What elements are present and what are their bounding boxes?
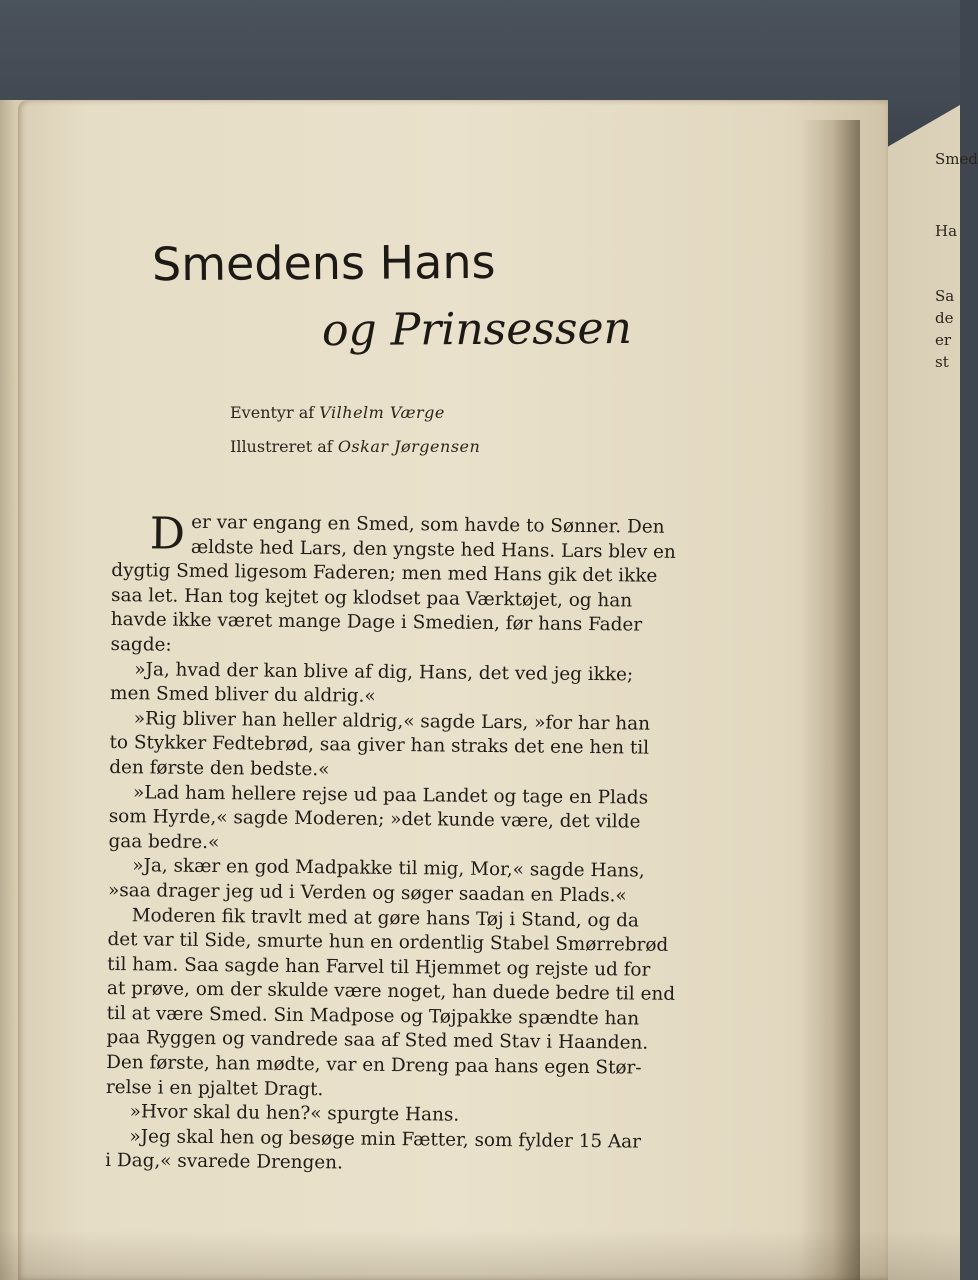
text-line: men Smed bliver du aldrig.« [109, 683, 376, 707]
text-line: det var til Side, smurte hun en ordentlig Stabel Smørrebrød [107, 929, 669, 956]
text-line: til at være Smed. Sin Madpose og Tøjpakke spændte han [106, 1002, 640, 1030]
text-line: »Ja, skær en god Madpakke til mig, Mor,« sagde Hans, [132, 855, 645, 882]
text-line: havde ikke været mange Dage i Smedien, før hans Fader [110, 609, 643, 636]
credit-label: Illustreret af [230, 437, 333, 456]
story-subtitle: og Prinsessen [321, 302, 633, 357]
author-credit [230, 403, 445, 422]
credit-label: Eventyr af [230, 403, 315, 422]
text-line: ældste hed Lars, den yngste hed Hans. Lars blev en [190, 536, 676, 563]
text-line: »Jeg skal hen og besøge min Fætter, som fylder 15 Aar [129, 1126, 642, 1153]
right-page-fragment: Ha [935, 222, 958, 240]
page-gutter-shadow [800, 120, 860, 1280]
text-line: »Hvor skal du hen?« spurgte Hans. [129, 1101, 460, 1126]
right-page-fragment: de [935, 309, 954, 327]
text-line: den første den bedste.« [109, 756, 330, 781]
text-line: paa Ryggen og vandrede saa af Sted med Stav i Haanden. [106, 1027, 649, 1055]
drop-cap: D [149, 508, 186, 560]
text-line: til ham. Saa sagde han Farvel til Hjemmet og rejste ud for [107, 953, 651, 981]
text-line: relse i en pjaltet Dragt. [105, 1076, 324, 1100]
text-line: som Hyrde,« sagde Moderen; »det kunde være, det vilde [108, 806, 641, 833]
story-title: Smedens Hans [151, 234, 496, 292]
story-lines [105, 559, 801, 1181]
credit-name: Vilhelm Værge [319, 403, 445, 422]
text-line: saa let. Han tog kejtet og klodset paa Værktøjet, og han [110, 584, 633, 612]
text-line: Moderen fik travlt med at gøre hans Tøj i Stand, og da [131, 904, 639, 932]
text-line: »Lad ham hellere rejse ud paa Landet og tage en Plads [132, 781, 649, 809]
story-body [105, 510, 802, 1181]
credit-name: Oskar Jørgensen [337, 437, 481, 456]
text-line: sagde: [110, 633, 172, 656]
text-line: to Stykker Fedtebrød, saa giver han straks det ene hen til [109, 732, 650, 759]
right-page-fragment: Smed [935, 150, 978, 168]
text-line: dygtig Smed ligesom Faderen; men med Hans gik det ikke [111, 560, 658, 587]
right-page-fragment: st [935, 353, 949, 371]
text-line: gaa bedre.« [108, 830, 220, 853]
right-page-fragment: Sa [935, 287, 955, 305]
text-line: »Ja, hvad der kan blive af dig, Hans, det ved jeg ikke; [134, 658, 634, 686]
bottom-shadow [0, 1230, 960, 1280]
right-page-fragment: er [935, 331, 952, 349]
illustrator-credit [230, 437, 480, 456]
text-line: »saa drager jeg ud i Verden og søger saadan en Plads.« [107, 879, 627, 907]
text-line: i Dag,« svarede Drengen. [105, 1150, 344, 1174]
text-line: er var engang en Smed, som havde to Sønner. Den [191, 511, 665, 538]
text-line: Den første, han mødte, var en Dreng paa hans egen Stør- [106, 1052, 642, 1079]
text-line: »Rig bliver han heller aldrig,« sagde Lars, »for har han [133, 707, 651, 735]
text-line: at prøve, om der skulde være noget, han duede bedre til end [106, 978, 676, 1006]
